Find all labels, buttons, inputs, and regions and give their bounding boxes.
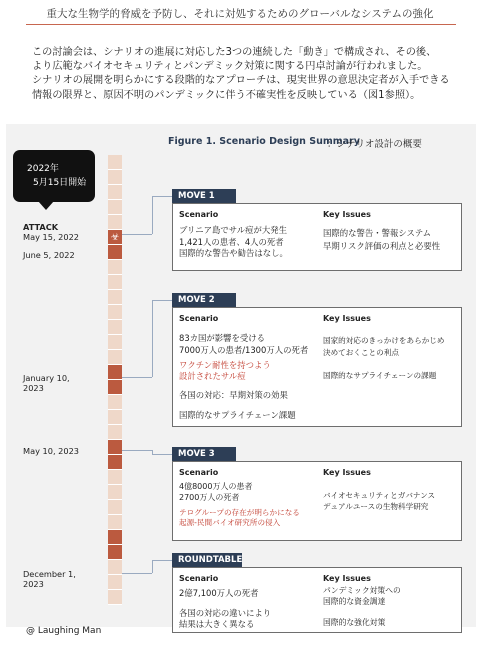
timeline-cell	[108, 575, 122, 590]
scenario-heading: Scenario	[179, 210, 219, 219]
connector-line	[152, 454, 172, 455]
scenario-text: 4億8000万人の患者 2700万人の死者	[179, 482, 253, 502]
timeline-cell	[108, 515, 122, 530]
timeline-cell	[108, 545, 122, 560]
move-2-header: MOVE 2	[172, 293, 236, 307]
scenario-text: 83カ国が影響を受ける 7000万人の患者/1300万人の死者	[179, 333, 309, 355]
issues-text: 国際的な強化対策	[323, 618, 386, 627]
timeline-cell	[108, 185, 122, 200]
move-1-header: MOVE 1	[172, 189, 236, 203]
connector-line	[122, 234, 152, 235]
timeline-date: May 10, 2023	[23, 446, 79, 456]
timeline-cell	[108, 335, 122, 350]
issues-text: 国際的なサプライチェーンの課題	[323, 371, 437, 380]
timeline-date: June 5, 2022	[23, 250, 75, 260]
scenario-highlight: ワクチン耐性を持つよう 設計されたサル痘	[179, 360, 271, 381]
timeline-cell	[108, 395, 122, 410]
biohazard-icon: ☣	[108, 230, 122, 245]
timeline-cell	[108, 590, 122, 605]
move-1-box	[172, 203, 462, 271]
timeline-cell	[108, 215, 122, 230]
move-3-box	[172, 461, 462, 541]
timeline-cell	[108, 260, 122, 275]
attack-label: ATTACK	[23, 222, 59, 232]
timeline-date: January 10,	[23, 373, 70, 383]
intro-line: この討論会は、シナリオの進展に対応した3つの連続した「動き」で構成され、その後、	[32, 47, 437, 58]
attack-date: May 15, 2022	[23, 232, 79, 242]
issues-text: バイオセキュリティとガバナンス デュアルユースの生物科学研究	[323, 491, 436, 511]
timeline-cell	[108, 200, 122, 215]
scenario-text: ブリニア島でサル痘が大発生 1,421人の患者、4人の死者 国際的な警告や勧告はなし。	[179, 225, 288, 258]
timeline-cell	[108, 410, 122, 425]
connector-line	[122, 573, 152, 574]
page-title: 重大な生物学的脅威を予防し、それに対処するためのグローバルなシステムの強化	[46, 8, 434, 20]
roundtable-box	[172, 567, 462, 633]
issues-text: パンデミック対策への 国際的な資金調達	[323, 586, 401, 606]
issues-text: 国際的な警告・警報システム 早期リスク評価の利点と必要性	[323, 228, 441, 251]
connector-line	[152, 196, 172, 197]
move-3-header: MOVE 3	[172, 447, 236, 461]
timeline-cell	[108, 440, 122, 455]
scenario-highlight: テログループの存在が明らかになる 起源-民間バイオ研究所の侵入	[179, 508, 300, 527]
timeline-cell	[108, 245, 122, 260]
figure-title: Figure 1. Scenario Design Summary	[168, 136, 360, 147]
scenario-heading: Scenario	[179, 314, 219, 323]
scenario-text: 2億7,100万人の死者	[179, 588, 259, 598]
timeline-cell	[108, 305, 122, 320]
intro-line: より広範なバイオセキュリティとパンデミック対策に関する円卓討論が行われました。	[32, 61, 428, 73]
timeline-cell	[108, 455, 122, 470]
scenario-heading: Scenario	[179, 574, 219, 583]
connector-line	[152, 300, 172, 301]
callout-pointer	[38, 201, 54, 210]
connector-line	[152, 560, 153, 573]
intro-text	[32, 46, 462, 103]
issues-heading: Key Issues	[323, 314, 371, 323]
timeline-date: 2023	[23, 579, 44, 589]
timeline-bar	[108, 155, 122, 610]
timeline-cell	[108, 290, 122, 305]
connector-line	[122, 450, 152, 451]
timeline-cell	[108, 485, 122, 500]
connector-line	[152, 560, 172, 561]
connector-line	[122, 377, 152, 378]
timeline-cell	[108, 560, 122, 575]
roundtable-header: ROUNDTABLE	[172, 553, 242, 567]
callout-date: 5月15日開始	[33, 178, 87, 188]
title-divider	[26, 24, 456, 25]
scenario-text: 各国の対応：早期対策の効果 国際的なサプライチェーン課題	[179, 390, 296, 420]
timeline-cell	[108, 500, 122, 515]
timeline-date: 2023	[23, 383, 44, 393]
scenario-heading: Scenario	[179, 468, 219, 477]
timeline-cell	[108, 425, 122, 440]
move-2-box	[172, 307, 462, 427]
connector-line	[152, 300, 153, 377]
timeline-cell	[108, 320, 122, 335]
figure-subtitle: ：シナリオ設計の概要	[327, 139, 422, 150]
issues-text: 国家的対応のきっかけをあらかじめ 決めておくことの利点	[323, 336, 445, 357]
timeline-cell	[108, 155, 122, 170]
timeline-date: December 1,	[23, 569, 76, 579]
issues-heading: Key Issues	[323, 468, 371, 477]
timeline-cell	[108, 170, 122, 185]
issues-heading: Key Issues	[323, 210, 371, 219]
timeline-cell	[108, 380, 122, 395]
timeline-cell	[108, 365, 122, 380]
intro-line: 情報の限界と、原因不明のパンデミックに伴う不確実性を反映している（図1参照）。	[32, 89, 421, 101]
callout-year: 2022年	[27, 164, 59, 174]
issues-heading: Key Issues	[323, 574, 371, 583]
scenario-text: 各国の対応の違いにより 結果は大きく異なる	[179, 608, 272, 629]
timeline-cell	[108, 350, 122, 365]
timeline-cell	[108, 275, 122, 290]
start-date-callout	[13, 150, 95, 202]
connector-line	[152, 196, 153, 234]
intro-line: シナリオの展開を明らかにする段階的なアプローチは、現実世界の意思決定者が入手できる	[32, 75, 450, 87]
footer-credit: @ Laughing Man	[26, 626, 102, 636]
timeline-cell	[108, 470, 122, 485]
timeline-cell	[108, 530, 122, 545]
